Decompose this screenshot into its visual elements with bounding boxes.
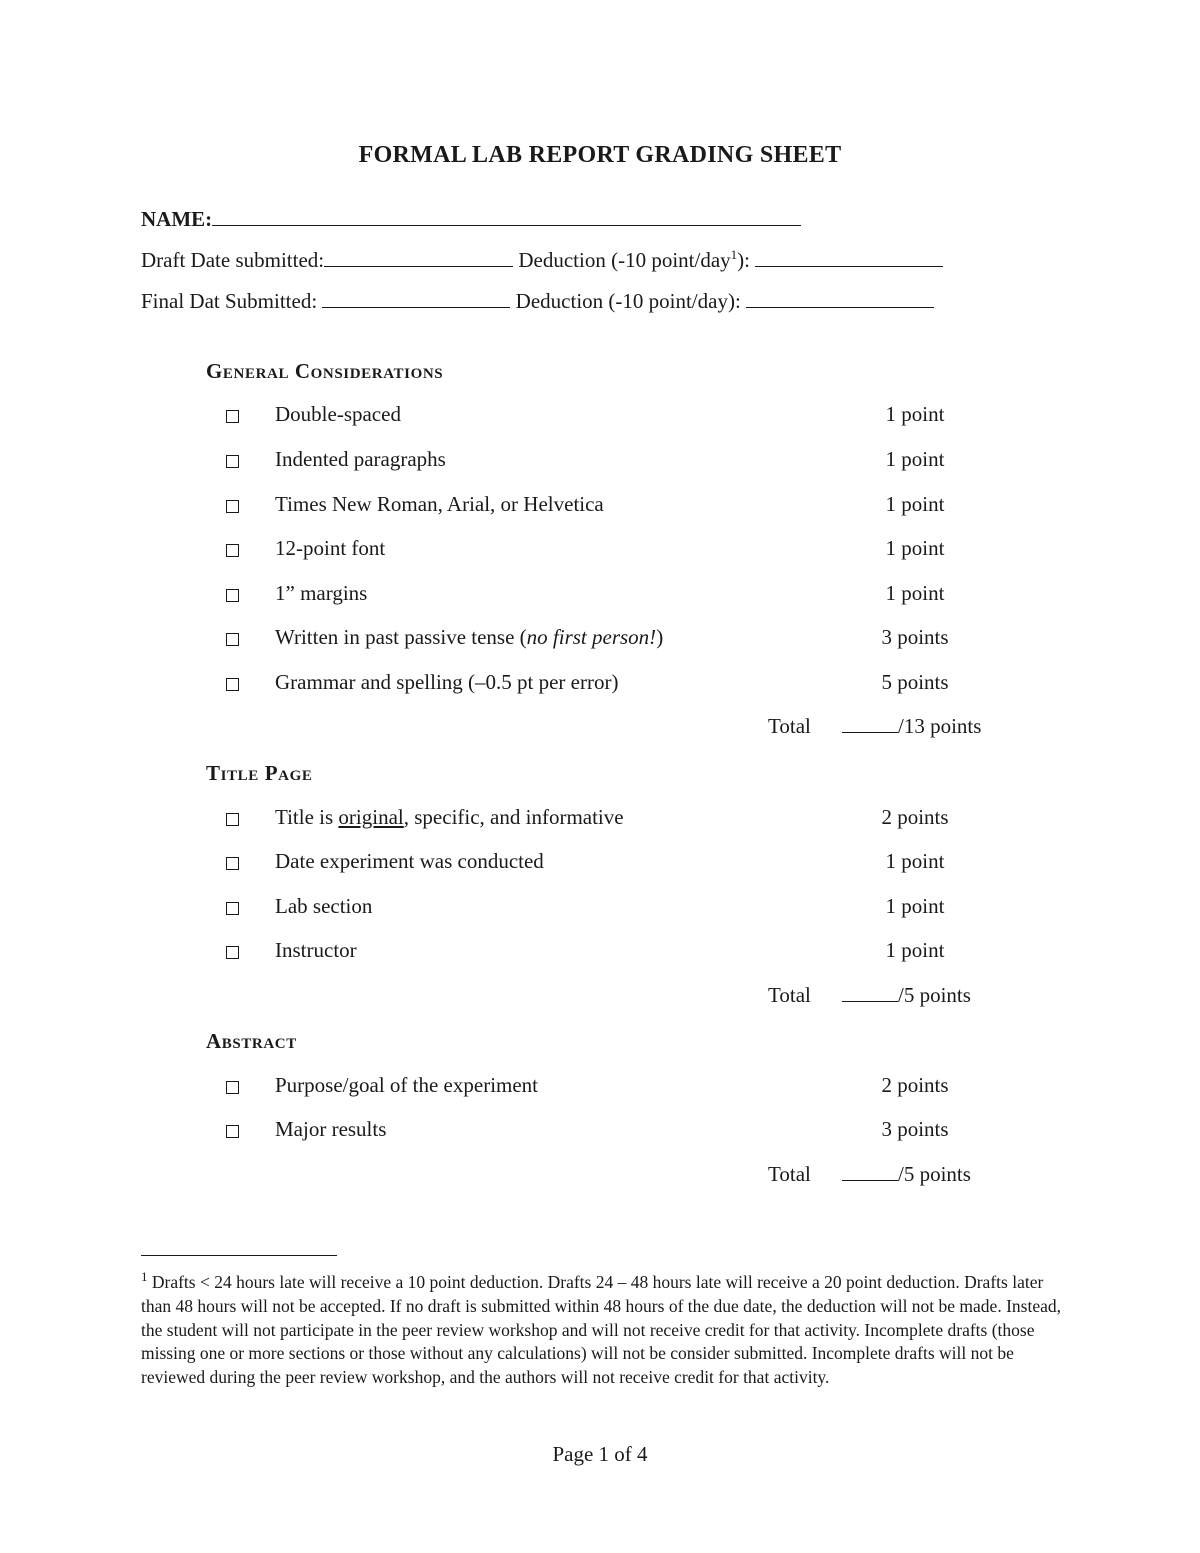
checkbox[interactable] (226, 902, 239, 915)
total-label: Total (768, 714, 811, 738)
checkbox[interactable] (226, 1081, 239, 1094)
checkbox[interactable] (226, 678, 239, 691)
item-label: Double-spaced (275, 402, 401, 426)
name-label: NAME: (141, 207, 213, 231)
item-points: 1 point (885, 402, 945, 426)
item-points: 1 point (885, 492, 945, 516)
item-label: Indented paragraphs (275, 447, 446, 471)
name-field[interactable] (212, 207, 801, 226)
total-value: /13 points (842, 714, 981, 739)
checkbox[interactable] (226, 500, 239, 513)
name-line (141, 207, 801, 232)
draft-date-label: Draft Date submitted: (141, 248, 325, 272)
item-label: Major results (275, 1117, 387, 1141)
item-label: Date experiment was conducted (275, 849, 544, 873)
item-label: Times New Roman, Arial, or Helvetica (275, 492, 604, 516)
checkbox[interactable] (226, 1125, 239, 1138)
checklist-item (0, 1073, 1200, 1103)
checklist-item (0, 402, 1200, 432)
section-heading-title-page: Title Page (206, 761, 313, 785)
footnote-text: Drafts < 24 hours late will receive a 10 point deduction. Drafts 24 – 48 hours late will receive a 20 point deduction. Drafts later than 48 hours will not be accepted. If no draft is submitted within 48 hours of the due date, the deduction will not be made. Instead, the student will not participate in the peer review workshop and will not receive credit for that activity. Incomplete drafts (those missing one or more sections or those without any calculations) will not be consider submitted. Incomplete drafts will not be reviewed during the peer review workshop, and the authors will not receive credit for that activity. (141, 1272, 1061, 1388)
final-date-line (141, 289, 934, 314)
item-label: Instructor (275, 938, 357, 962)
checklist-item (0, 938, 1200, 968)
checkbox[interactable] (226, 544, 239, 557)
item-label: Purpose/goal of the experiment (275, 1073, 539, 1097)
item-label: Written in past passive tense (no first person!) (275, 625, 664, 649)
draft-date-field[interactable] (324, 248, 513, 267)
checklist-item (0, 447, 1200, 477)
checklist-item (0, 1117, 1200, 1147)
final-date-label: Final Dat Submitted: (141, 289, 318, 313)
draft-deduction-suffix: ): (737, 248, 750, 272)
item-label: Lab section (275, 894, 373, 918)
item-points: 2 points (881, 1073, 949, 1097)
checklist-item (0, 670, 1200, 700)
page-number: Page 1 of 4 (552, 1442, 648, 1466)
item-points: 1 point (885, 849, 945, 873)
checkbox[interactable] (226, 410, 239, 423)
checklist-item (0, 536, 1200, 566)
total-score-field[interactable] (842, 983, 898, 1002)
section-heading-general: General Considerations (206, 359, 444, 383)
total-value: /5 points (842, 1162, 971, 1187)
total-label: Total (768, 1162, 811, 1186)
item-label: Title is original, specific, and informative (275, 805, 624, 829)
section-total (0, 983, 1200, 1013)
checkbox[interactable] (226, 589, 239, 602)
total-score-field[interactable] (842, 1162, 898, 1181)
total-score-field[interactable] (842, 714, 898, 733)
total-value: /5 points (842, 983, 971, 1008)
checklist-item (0, 581, 1200, 611)
item-points: 2 points (881, 805, 949, 829)
item-points: 5 points (881, 670, 949, 694)
item-points: 1 point (885, 447, 945, 471)
checklist-item (0, 805, 1200, 835)
checkbox[interactable] (226, 857, 239, 870)
item-points: 1 point (885, 938, 945, 962)
footnote-separator (141, 1255, 337, 1256)
section-total (0, 1162, 1200, 1192)
final-deduction-label: Deduction (-10 point/day): (515, 289, 741, 313)
item-points: 3 points (881, 1117, 949, 1141)
footnote-ref: 1 (730, 247, 738, 262)
draft-deduction-label: Deduction (-10 point/day (518, 248, 731, 272)
section-heading-abstract: Abstract (206, 1029, 297, 1053)
section-total (0, 714, 1200, 744)
checklist-item (0, 849, 1200, 879)
item-points: 1 point (885, 894, 945, 918)
draft-date-line (141, 248, 943, 273)
checkbox[interactable] (226, 633, 239, 646)
checkbox[interactable] (226, 455, 239, 468)
final-deduction-field[interactable] (746, 289, 934, 308)
checklist-item (0, 492, 1200, 522)
draft-deduction-field[interactable] (755, 248, 943, 267)
page-title: FORMAL LAB REPORT GRADING SHEET (358, 142, 842, 168)
checklist-item (0, 894, 1200, 924)
checkbox[interactable] (226, 813, 239, 826)
item-label: 12-point font (275, 536, 386, 560)
item-points: 1 point (885, 536, 945, 560)
footnote-marker: 1 (141, 1269, 148, 1285)
item-points: 3 points (881, 625, 949, 649)
total-label: Total (768, 983, 811, 1007)
item-label: 1” margins (275, 581, 368, 605)
item-label: Grammar and spelling (–0.5 pt per error) (275, 670, 619, 694)
footnote (141, 1271, 1061, 1390)
item-points: 1 point (885, 581, 945, 605)
checklist-item (0, 625, 1200, 655)
checkbox[interactable] (226, 946, 239, 959)
final-date-field[interactable] (322, 289, 510, 308)
